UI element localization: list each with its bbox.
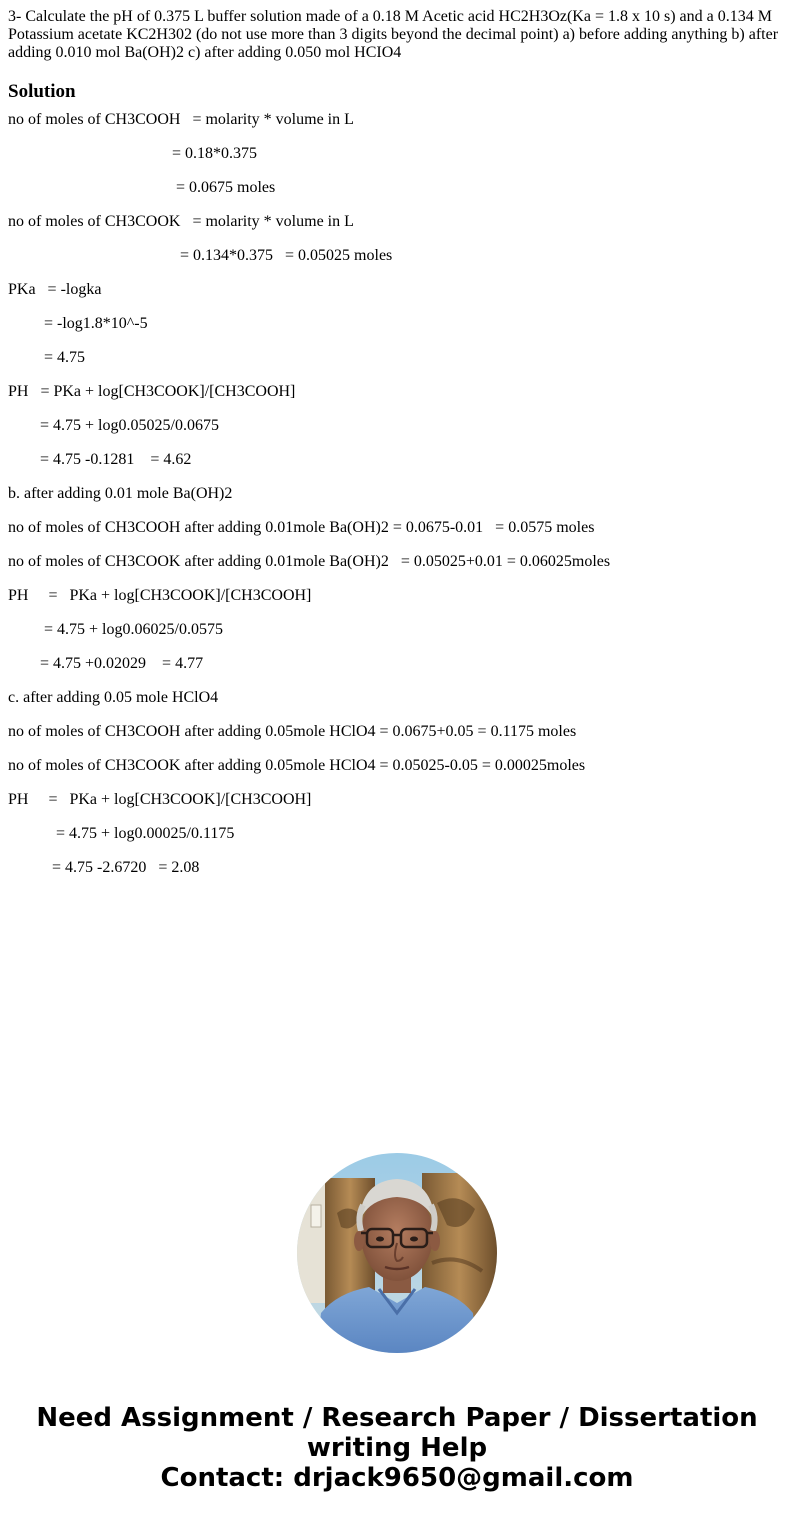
- solution-line: PH = PKa + log[CH3COOK]/[CH3COOH]: [8, 791, 312, 808]
- solution-line: no of moles of CH3COOH after adding 0.05mole HClO4 = 0.0675+0.05 = 0.1175 moles: [8, 723, 577, 740]
- solution-line: PH = PKa + log[CH3COOK]/[CH3COOH]: [8, 383, 296, 400]
- solution-steps: [8, 111, 786, 877]
- footer-line: writing Help: [306, 1433, 488, 1463]
- solution-line: = 0.18*0.375: [8, 145, 258, 162]
- solution-line: c. after adding 0.05 mole HClO4: [8, 689, 219, 706]
- author-avatar: [297, 1153, 497, 1353]
- solution-line: = 0.0675 moles: [8, 179, 276, 196]
- solution-line: = 4.75 + log0.00025/0.1175: [8, 825, 235, 842]
- solution-line: b. after adding 0.01 mole Ba(OH)2: [8, 485, 233, 502]
- solution-line: no of moles of CH3COOK = molarity * volume in L: [8, 213, 354, 230]
- solution-line: no of moles of CH3COOH = molarity * volume in L: [8, 111, 354, 128]
- question-text: 3- Calculate the pH of 0.375 L buffer solution made of a 0.18 M Acetic acid HC2H3Oz(Ka = 1.8 x 10 s) and a 0.134 M Potassium acetate KC2H302 (do not use more than 3 digits beyond the decimal point) a) before adding anything b) after adding 0.010 mol Ba(OH)2 c) after adding 0.050 mol HCIO4: [8, 8, 779, 61]
- document-body: [8, 8, 786, 877]
- solution-line: = 4.75 + log0.06025/0.0575: [8, 621, 223, 638]
- footer-line: Need Assignment / Research Paper / Dissertation: [36, 1403, 758, 1433]
- solution-line: = 0.134*0.375 = 0.05025 moles: [8, 247, 393, 264]
- author-portrait-image: [297, 1153, 497, 1353]
- solution-line: no of moles of CH3COOK after adding 0.01mole Ba(OH)2 = 0.05025+0.01 = 0.06025moles: [8, 553, 611, 570]
- solution-heading: Solution: [8, 81, 76, 102]
- solution-line: no of moles of CH3COOH after adding 0.01mole Ba(OH)2 = 0.0675-0.01 = 0.0575 moles: [8, 519, 595, 536]
- solution-line: = 4.75 +0.02029 = 4.77: [8, 655, 204, 672]
- solution-line: PH = PKa + log[CH3COOK]/[CH3COOH]: [8, 587, 312, 604]
- solution-line: no of moles of CH3COOK after adding 0.05mole HClO4 = 0.05025-0.05 = 0.00025moles: [8, 757, 586, 774]
- solution-line: = 4.75 + log0.05025/0.0675: [8, 417, 219, 434]
- solution-line: PKa = -logka: [8, 281, 102, 298]
- footer-contact: Contact: drjack9650@gmail.com: [160, 1463, 634, 1493]
- footer-promo: [0, 1403, 794, 1493]
- solution-line: = 4.75 -2.6720 = 2.08: [8, 859, 200, 876]
- solution-line: = 4.75 -0.1281 = 4.62: [8, 451, 192, 468]
- solution-line: = 4.75: [8, 349, 86, 366]
- solution-line: = -log1.8*10^-5: [8, 315, 148, 332]
